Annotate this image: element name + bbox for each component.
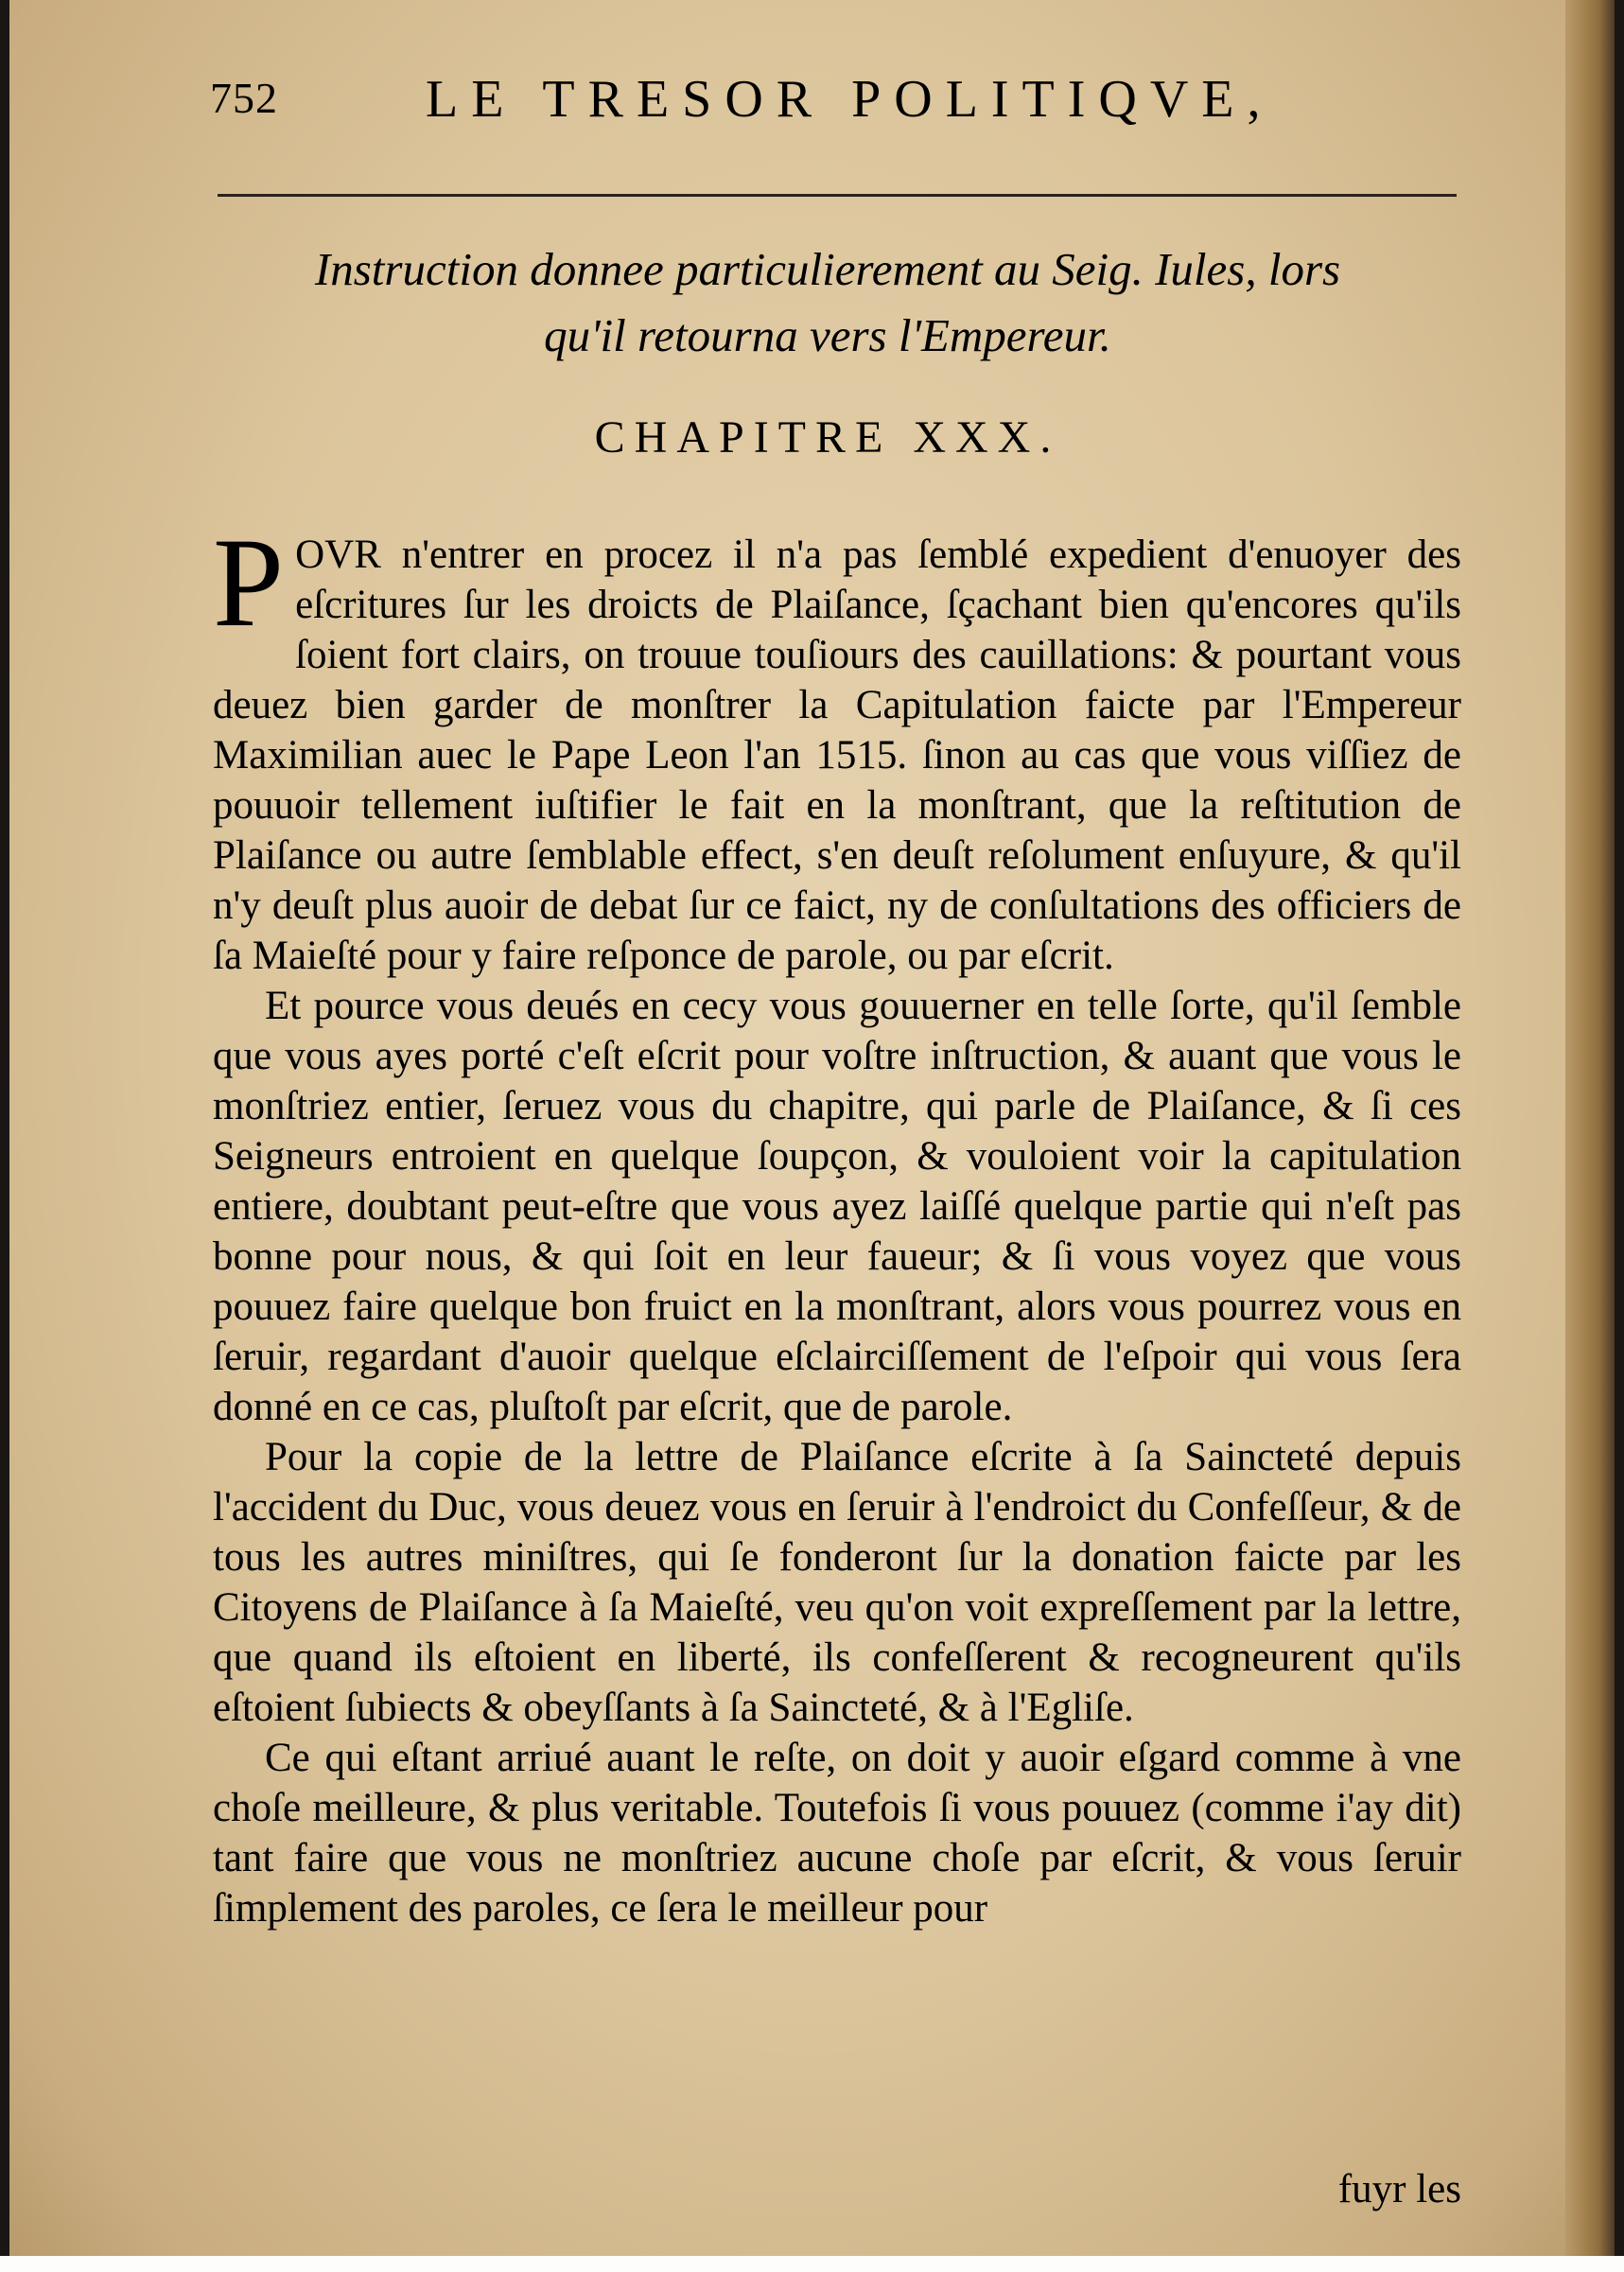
chapter-subtitle: Instruction donnee particulierement au Seig. Iules, lors qu'il retourna vers l'Empereur. (314, 243, 1341, 361)
scan-margin (0, 2256, 1624, 2272)
drop-cap: P (213, 513, 285, 654)
paragraph-text: OVR n'entrer en procez il n'a pas ſemblé expedient d'enuoyer des eſcritures ſur les droicts de Plaiſance, ſçachant bien qu'encores qu'ils ſoient fort clairs, on trouue touſiours des cauillations: & pourtant vous deuez bien garder de monſtrer la Capitulation faicte par l'Empereur Maximilian auec le Pape Leon l'an 1515. ſinon au cas que vous viſſiez de pouuoir tellement iuſtifier le fait en la monſtrant, que la reſtitution de Plaiſance ou autre ſemblable effect, s'en deuſt reſolument enſuyure, & qu'il n'y deuſt plus auoir de debat ſur ce faict, ny de conſultations des officiers de ſa Maieſté pour y faire reſponce de parole, ou par eſcrit. (213, 533, 1461, 978)
chapter-heading: CHAPITRE XXX. (594, 412, 1061, 463)
paragraph-3: Pour la copie de la lettre de Plaiſance eſcrite à ſa Saincteté depuis l'accident du Duc, vous deuez vous en ſeruir à l'endroict du Confeſſeur, & de tous les autres miniſtres, qui ſe fonderont ſur la donation faicte par les Citoyens de Plaiſance à ſa Maieſté, veu qu'on voit expreſſement par la lettre, que quand ils eſtoient en liberté, ils confeſſerent & recogneurent qu'ils eſtoient ſubiects & obeyſſants à ſa Saincteté, & à l'Egliſe. (213, 1435, 1461, 1730)
paragraph-1 (213, 513, 1461, 981)
paragraph-2: Et pource vous deués en cecy vous gouuerner en telle ſorte, qu'il ſemble que vous ayes porté c'eſt eſcrit pour voſtre inſtruction, & auant que vous le monſtriez entier, ſeruez vous du chapitre, qui parle de Plaiſance, & ſi ces Seigneurs entroient en quelque ſoupçon, & vouloient voir la capitulation entiere, doubtant peut-eſtre que vous ayez laiſſé quelque partie qui n'eſt pas bonne pour nous, & qui ſoit en leur faueur; & ſi vous voyez que vous pouuez faire quelque bon fruict en la monſtrant, alors vous pourrez vous en ſeruir, regardant d'auoir quelque eſclairciſſement de l'eſpoir qui vous ſera donné en ce cas, pluſtoſt par eſcrit, que de parole. (213, 984, 1461, 1429)
running-title: LE TRESOR POLITIQVE, (426, 70, 1274, 129)
page-header (189, 52, 1532, 147)
catchword: fuyr les (1337, 2167, 1461, 2211)
body-text (213, 513, 1461, 1933)
page-edge (1565, 0, 1615, 2265)
page-number: 752 (210, 74, 278, 122)
header-rule (218, 194, 1457, 197)
paragraph-4: Ce qui eſtant arriué auant le reſte, on doit y auoir eſgard comme à vne choſe meilleure, & plus veritable. Toutefois ſi vous pouuez (comme i'ay dit) tant faire que vous ne monſtriez aucune choſe par eſcrit, & vous ſeruir ſimplement des paroles, ce ſera le meilleur pour (213, 1736, 1461, 1931)
